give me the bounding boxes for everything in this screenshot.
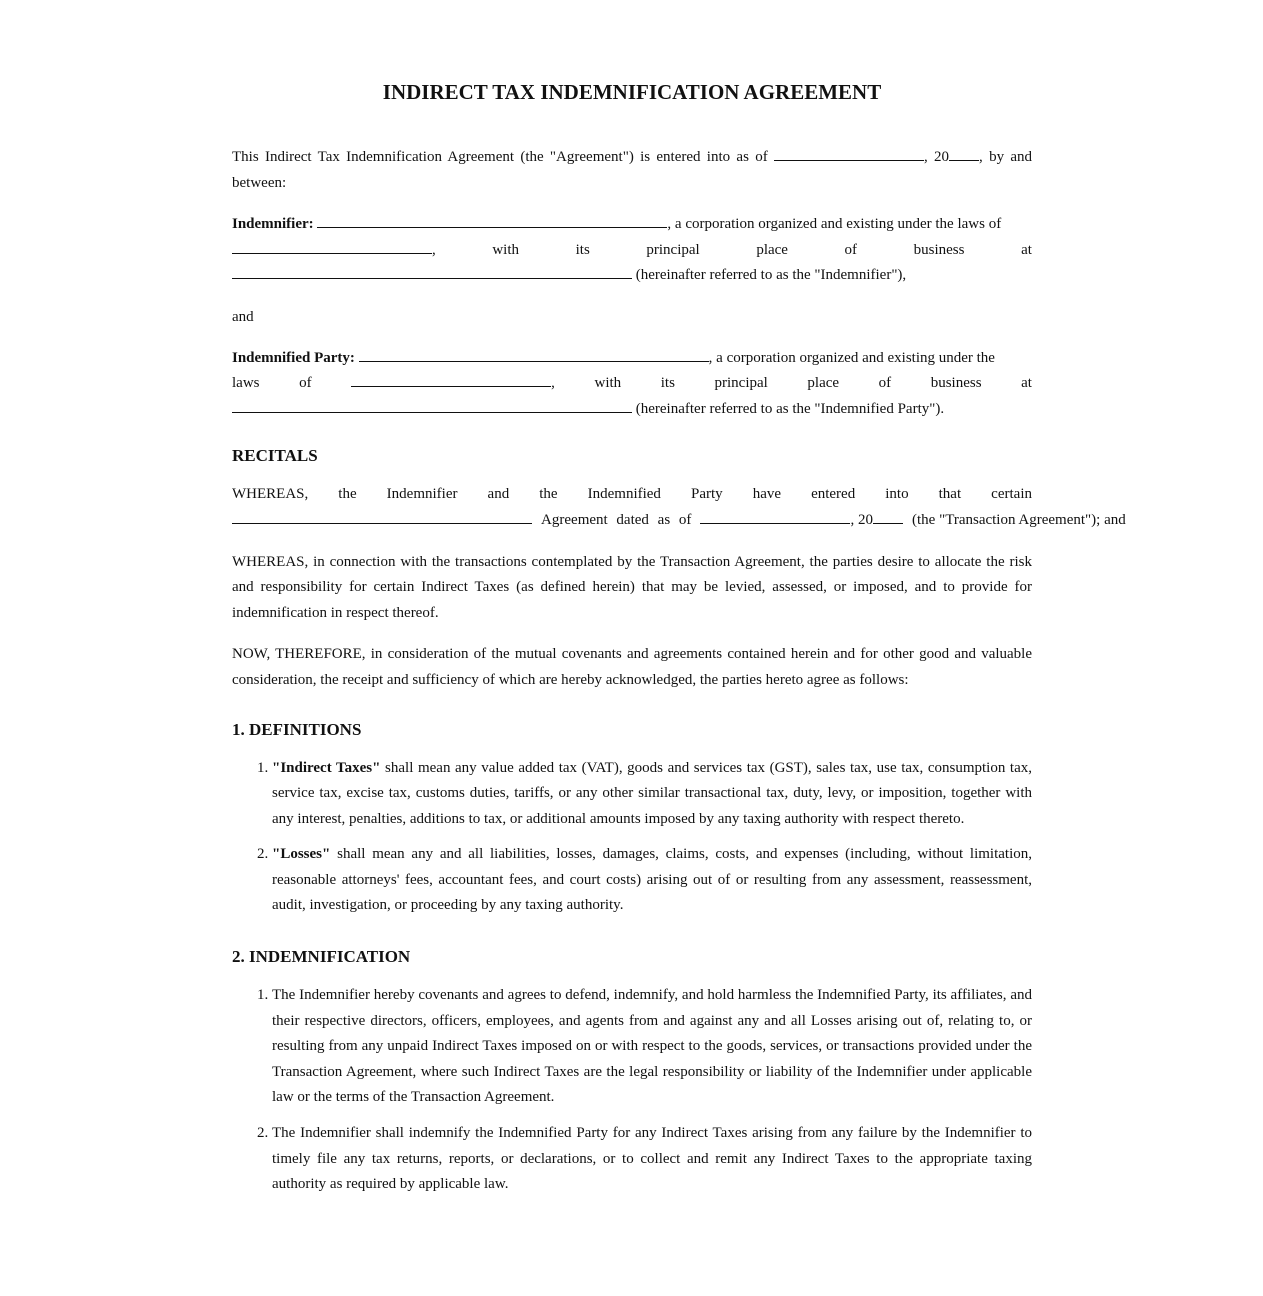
word-at: at xyxy=(1021,375,1032,392)
agreement-dated-text: Agreement dated as of xyxy=(541,511,692,528)
word-place: place xyxy=(807,375,840,392)
date-blank[interactable] xyxy=(774,147,924,162)
intro-paragraph xyxy=(232,145,1032,196)
indemnification-item: 1. The Indemnifier hereby covenants and agrees to defend, indemnify, and hold harmless the Indemnified Party, its affiliates, and their respective directors, officers, employees, and agents from and against any and all Losses arising out of, relating to, or resulting from any unpaid Indirect Taxes imposed on or with respect to the goods, services, or transactions provided under the Transaction Agreement, where such Indirect Taxes are the legal responsibility or liability of the Indemnifier under applicable law or the terms of the Transaction Agreement. xyxy=(272,983,1032,1111)
comma: , xyxy=(432,241,436,258)
transaction-date-blank[interactable] xyxy=(700,509,850,524)
word-with: with xyxy=(492,241,520,258)
indemnified-referred: (hereinafter referred to as the "Indemnified Party"). xyxy=(635,400,945,417)
indemnified-paragraph xyxy=(232,346,1032,423)
comma: , xyxy=(551,375,555,392)
whereas-allocation-paragraph: WHEREAS, in connection with the transactions contemplated by the Transaction Agreement, the parties desire to allocate the risk and responsibility for certain Indirect Taxes (as defined herein) that may be levied, assessed, or imposed, and to provide for indemnification in respect thereof. xyxy=(232,553,1032,621)
definition-item xyxy=(272,842,1032,919)
indemnifier-jurisdiction-blank[interactable] xyxy=(232,239,432,254)
definition-term: "Losses" xyxy=(272,846,331,863)
indemnifier-address-blank[interactable] xyxy=(232,265,632,280)
section-2-heading: 2. INDEMNIFICATION xyxy=(232,947,411,967)
indemnifier-corp-text: , a corporation organized and existing under the laws of xyxy=(667,216,1002,233)
intro-tail: , by and between: xyxy=(232,149,1033,191)
definition-item xyxy=(272,756,1032,833)
word-at: at xyxy=(1021,241,1032,258)
word-principal: principal xyxy=(714,375,768,392)
indemnification-list xyxy=(232,983,1032,1198)
word-business: business xyxy=(913,241,965,258)
whereas-line-1-text: WHEREAS, the Indemnifier and the Indemnified Party have entered into that certain xyxy=(232,486,1032,503)
word-of: of xyxy=(878,375,892,392)
definition-term: "Indirect Taxes" xyxy=(272,759,381,776)
word-its: its xyxy=(575,241,590,258)
indemnifier-referred: (hereinafter referred to as the "Indemnifier"), xyxy=(635,267,907,284)
and-separator: and xyxy=(232,308,254,325)
indemnifier-name-blank[interactable] xyxy=(317,214,667,229)
transaction-year-prefix: , 20 xyxy=(850,511,873,528)
word-its: its xyxy=(660,375,675,392)
word-laws: laws xyxy=(232,375,260,392)
whereas-line-2 xyxy=(232,508,1126,534)
indemnified-corp-text: , a corporation organized and existing under the xyxy=(708,349,995,366)
word-principal: principal xyxy=(646,241,700,258)
word-place: place xyxy=(756,241,788,258)
intro-text: This Indirect Tax Indemnification Agreement (the "Agreement") is entered into as of xyxy=(232,149,768,165)
now-therefore-paragraph: NOW, THEREFORE, in consideration of the mutual covenants and agreements contained herein and for other good and valuable consideration, the receipt and sufficiency of which are hereby acknowledged, the parties hereto agree as follows: xyxy=(232,646,1032,688)
indemnified-label: Indemnified Party: xyxy=(232,349,355,366)
definition-text: shall mean any and all liabilities, losses, damages, claims, costs, and expenses (including, without limitation, reasonable attorneys' fees, accountant fees, and court costs) arising out of or resulting from any assessment, reassessment, audit, investigation, or proceeding by any taxing authority. xyxy=(272,846,1032,914)
indemnified-jurisdiction-blank[interactable] xyxy=(351,373,551,388)
whereas-transaction-paragraph xyxy=(232,482,1126,533)
agreement-body xyxy=(232,78,1126,1208)
year-blank[interactable] xyxy=(949,147,979,162)
indemnified-name-blank[interactable] xyxy=(359,347,709,362)
transaction-agreement-text: (the "Transaction Agreement"); and xyxy=(912,511,1126,528)
word-with: with xyxy=(594,375,622,392)
indemnifier-label: Indemnifier: xyxy=(232,216,314,233)
intro-year-prefix: , 20 xyxy=(923,149,950,165)
indemnified-address-line xyxy=(232,371,1032,397)
indemnifier-address-line xyxy=(232,238,1032,264)
word-of: of xyxy=(844,241,858,258)
word-of: of xyxy=(299,375,312,392)
indemnification-item: 2. The Indemnifier shall indemnify the Indemnified Party for any Indirect Taxes arising from any failure by the Indemnifier to timely file any tax returns, reports, or declarations, or to collect and remit any Indirect Taxes to the appropriate taxing authority as required by applicable law. xyxy=(272,1121,1032,1198)
transaction-year-blank[interactable] xyxy=(873,509,903,524)
definition-text: shall mean any value added tax (VAT), goods and services tax (GST), sales tax, use tax, consumption tax, service tax, excise tax, customs duties, tariffs, or any other similar transactional tax, duty, levy, or imposition, together with any interest, penalties, additions to tax, or additional amounts imposed by any taxing authority with respect thereto. xyxy=(272,759,1032,827)
indemnifier-paragraph xyxy=(232,212,1032,289)
document-title: INDIRECT TAX INDEMNIFICATION AGREEMENT xyxy=(382,80,882,104)
definitions-list xyxy=(232,756,1032,920)
indemnified-address-blank[interactable] xyxy=(232,398,632,413)
transaction-name-blank[interactable] xyxy=(232,509,532,524)
recitals-heading: RECITALS xyxy=(232,446,318,466)
word-business: business xyxy=(930,375,982,392)
section-1-heading: 1. DEFINITIONS xyxy=(232,719,362,739)
whereas-line-1 xyxy=(232,482,1032,508)
